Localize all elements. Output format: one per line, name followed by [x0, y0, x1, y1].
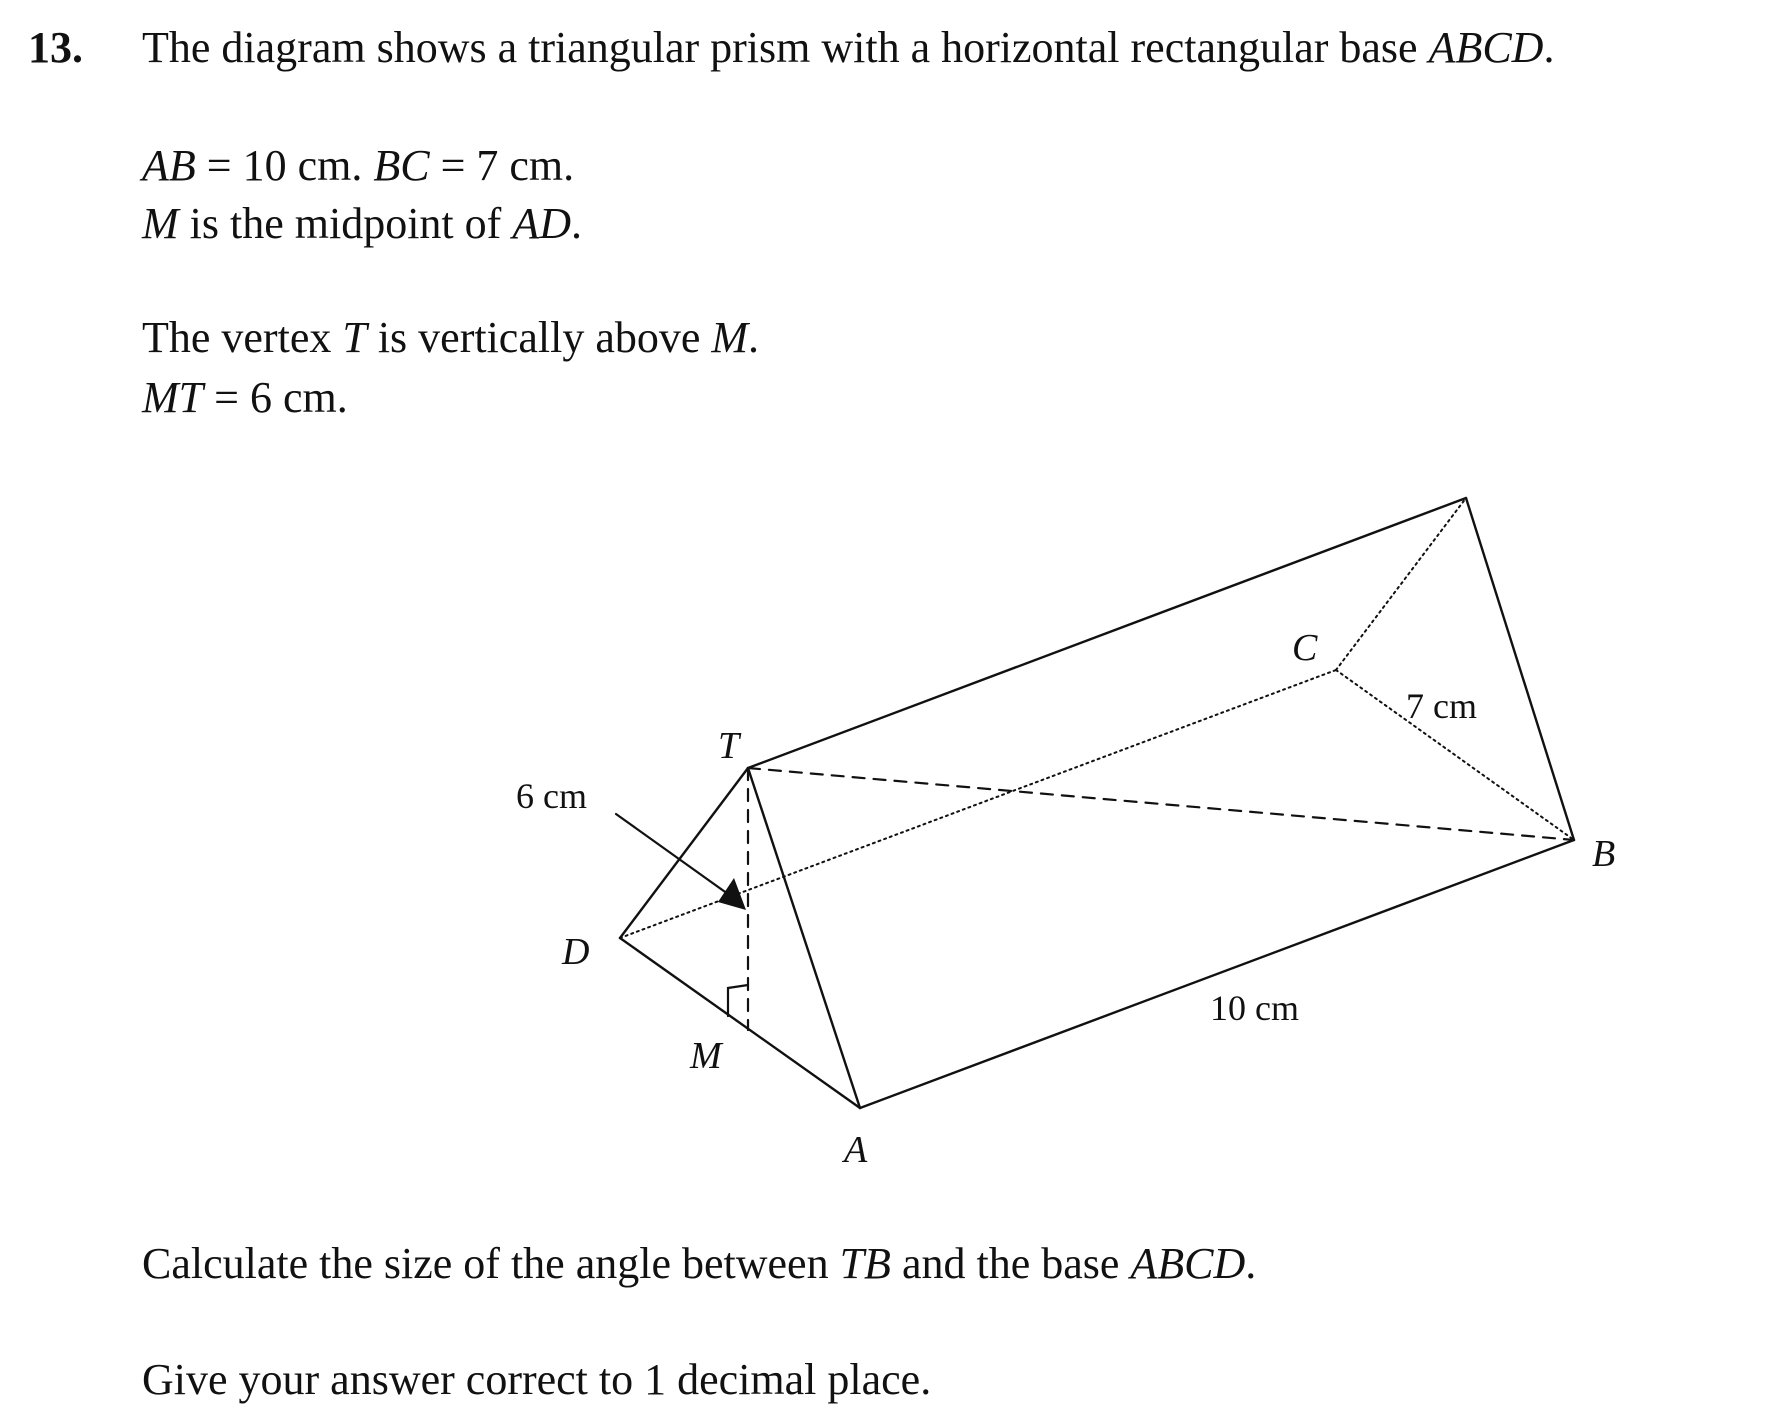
calc-line: TB: [839, 1239, 891, 1288]
question-number: 13.: [28, 23, 83, 72]
label-C: C: [1292, 627, 1318, 669]
label-B: B: [1592, 833, 1616, 875]
label-T: T: [718, 725, 740, 767]
task-question: [142, 1238, 1256, 1289]
bc-value: = 7 cm.: [429, 141, 575, 190]
edge-TA: [748, 768, 860, 1108]
ab-value: = 10 cm.: [195, 141, 374, 190]
edge-DA: [620, 938, 860, 1108]
t-point: M: [711, 313, 749, 362]
intro-base-name: ABCD: [1428, 23, 1544, 72]
task-accuracy: Give your answer correct to 1 decimal place.: [142, 1355, 932, 1404]
label-length: 10 cm: [1210, 988, 1299, 1028]
right-angle-marker: [728, 985, 748, 1016]
label-M: M: [690, 1035, 722, 1077]
calc-end: .: [1245, 1239, 1257, 1288]
label-height: 6 cm: [516, 776, 587, 816]
calc-plane: ABCD: [1130, 1239, 1246, 1288]
height-arrow-head: [718, 878, 746, 910]
intro-end: .: [1543, 23, 1555, 72]
calc-mid: and the base: [890, 1239, 1131, 1288]
intro-text: The diagram shows a triangular prism with a horizontal rectangular base: [142, 23, 1429, 72]
edge-AB: [860, 840, 1574, 1108]
line-TB: [748, 768, 1574, 840]
label-width: 7 cm: [1406, 686, 1477, 726]
edge-TD: [620, 768, 748, 938]
m-end: .: [570, 199, 582, 248]
label-A: A: [844, 1129, 868, 1171]
m-name: M: [142, 199, 179, 248]
m-seg: AD: [512, 199, 571, 248]
hidden-C-apex: [1336, 498, 1466, 670]
t-name: T: [342, 313, 367, 362]
height-arrow-line: [616, 814, 728, 894]
t-pre: The vertex: [142, 313, 343, 362]
mt-name: MT: [142, 373, 204, 422]
t-end: .: [748, 313, 760, 362]
ab-name: AB: [142, 141, 196, 190]
t-text: is vertically above: [366, 313, 712, 362]
m-text: is the midpoint of: [178, 199, 513, 248]
edge-T-apex: [748, 498, 1466, 768]
calc-pre: Calculate the size of the angle between: [142, 1239, 840, 1288]
edge-apex-B: [1466, 498, 1574, 840]
label-D: D: [562, 931, 590, 973]
bc-name: BC: [373, 141, 430, 190]
mt-value: = 6 cm.: [203, 373, 348, 422]
